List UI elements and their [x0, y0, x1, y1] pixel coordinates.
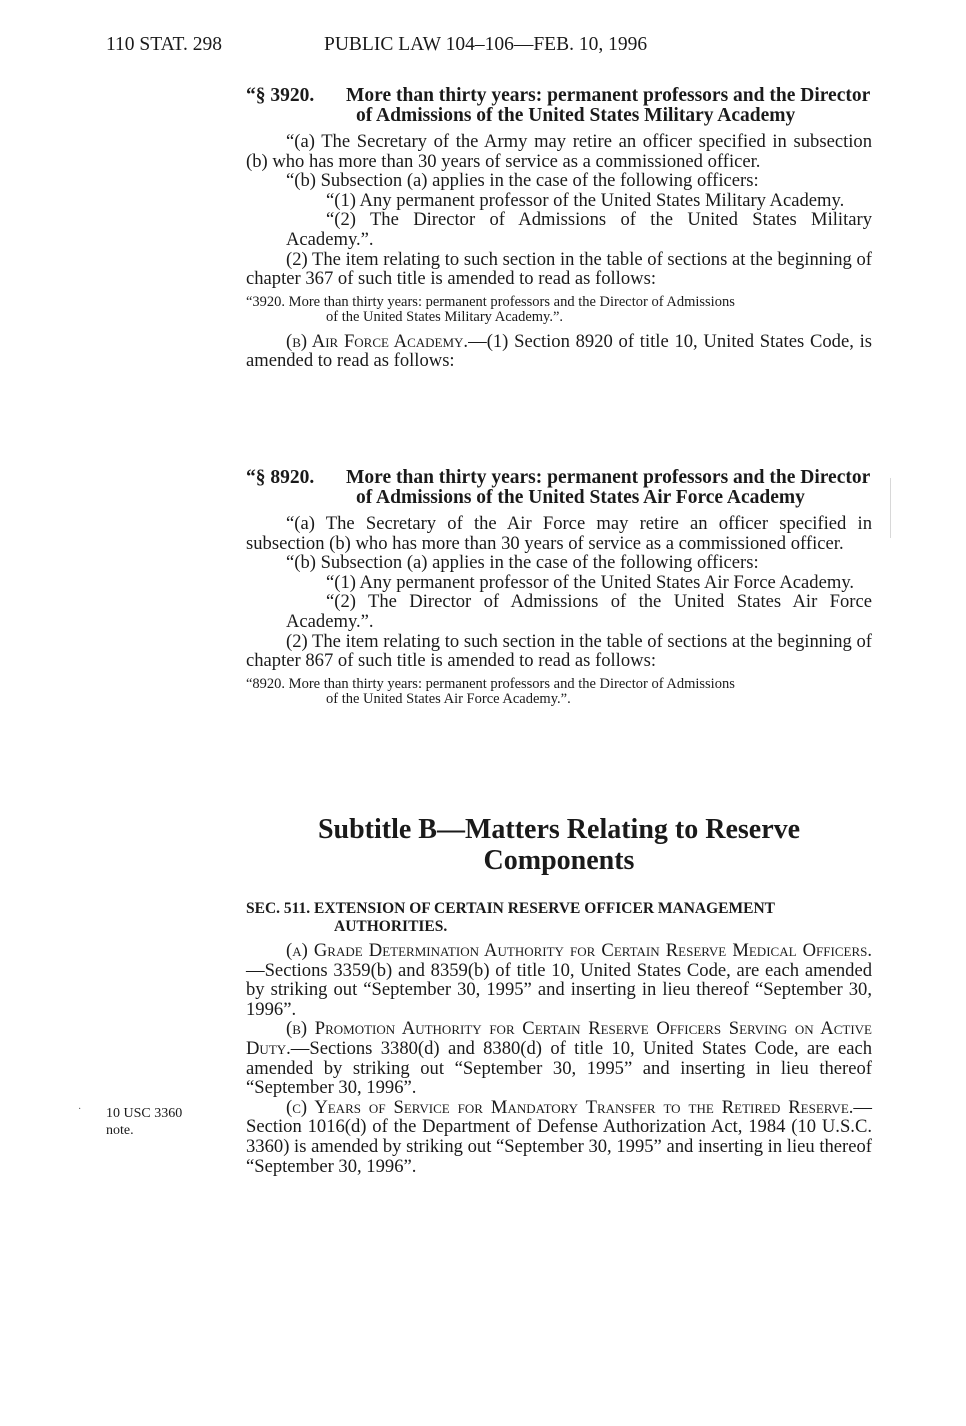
- text-b: —Sections 3380(d) and 8380(d) of title 10, United States Code, are each amended by striking out “September 30, 1995” and inserting in lieu thereof “September 30, 1996”.: [246, 1037, 872, 1099]
- section-title: More than thirty years: permanent professors and the Director of Admissions of the United States Military Academy: [346, 85, 870, 126]
- running-head: PUBLIC LAW 104–106—FEB. 10, 1996: [324, 34, 648, 55]
- paragraph-b2: “(2) The Director of Admissions of the United States Air Force Academy.”.: [286, 591, 872, 632]
- table-item-line: of the United States Military Academy.”.: [326, 309, 564, 326]
- air-force-caption: (b) Air Force Academy.: [286, 330, 469, 352]
- scan-speck: ·: [78, 1104, 82, 1115]
- text-a: —Sections 3359(b) and 8359(b) of title 10, United States Code, are each amended by striking out “September 30, 1995” and inserting in lieu thereof “September 30, 1996”.: [246, 959, 872, 1020]
- section-8920-heading: [246, 468, 872, 508]
- page-number: 110 STAT. 298: [106, 34, 222, 55]
- paragraph-a: “(a) The Secretary of the Air Force may retire an officer specified in subsection (b) who has more than 30 years of service as a commissioned officer.: [246, 513, 872, 554]
- paragraph-c: [246, 1098, 872, 1176]
- scan-artifact-line: [890, 478, 891, 538]
- page-header: [106, 34, 872, 62]
- air-force-text: —(1) Section 8920 of title 10, United States Code, is amended to read as follows:: [246, 330, 872, 372]
- paragraph-air-force: [246, 332, 872, 371]
- section-mark: “§ 3920.: [246, 85, 315, 106]
- section-title: More than thirty years: permanent professors and the Director of Admissions of the United States Air Force Academy: [346, 467, 870, 508]
- paragraph-a: [246, 941, 872, 1019]
- paragraph-item-2: (2) The item relating to such section in the table of sections at the beginning of chapter 867 of such title is amended to read as follows:: [246, 630, 872, 672]
- subtitle-line: Components: [483, 845, 635, 876]
- margin-note-line: note.: [106, 1122, 134, 1138]
- section-511: [246, 900, 872, 1176]
- text-c: —Section 1016(d) of the Department of Defense Authorization Act, 1984 (10 U.S.C. 3360) is amended by striking out “September 30, 1995” and inserting in lieu thereof “September 30, 1996”.: [246, 1096, 872, 1177]
- paragraph-b1: “(1) Any permanent professor of the United States Air Force Academy.: [326, 571, 855, 593]
- paragraph-b: [246, 1019, 872, 1097]
- subtitle-line: Subtitle B—Matters Relating to Reserve: [317, 814, 801, 845]
- margin-note: [106, 1106, 182, 1139]
- paragraph-b: “(b) Subsection (a) applies in the case of the following officers:: [286, 170, 759, 192]
- section-8920: [246, 468, 872, 714]
- section-3920: [246, 86, 872, 371]
- section-511-heading: SEC. 511. EXTENSION OF CERTAIN RESERVE OFFICER MANAGEMENT AUTHORITIES.: [246, 900, 775, 935]
- section-mark: “§ 8920.: [246, 467, 315, 488]
- caption-b: (b) Promotion Authority for Certain Reserve Officers Serving on Active Duty.: [246, 1018, 872, 1059]
- paragraph-b: “(b) Subsection (a) applies in the case of the following officers:: [286, 552, 759, 574]
- subtitle-heading: [246, 814, 872, 876]
- paragraph-item-2: (2) The item relating to such section in the table of sections at the beginning of chapter 367 of such title is amended to read as follows:: [246, 248, 872, 290]
- table-item-line: “8920. More than thirty years: permanent professors and the Director of Admissions: [246, 675, 735, 692]
- paragraph-a: “(a) The Secretary of the Army may retire an officer specified in subsection (b) who has more than 30 years of service as a commissioned officer.: [246, 131, 872, 172]
- margin-note-line: 10 USC 3360: [106, 1106, 183, 1121]
- table-of-sections-item: [246, 295, 872, 326]
- table-item-line: “3920. More than thirty years: permanent professors and the Director of Admissions: [246, 293, 735, 310]
- caption-a: (a) Grade Determination Authority for Certain Reserve Medical Officers.: [286, 940, 872, 961]
- section-3920-heading: [246, 86, 872, 126]
- table-of-sections-item: [246, 677, 872, 708]
- table-item-line: of the United States Air Force Academy.”.: [326, 691, 571, 708]
- paragraph-b2: “(2) The Director of Admissions of the United States Military Academy.”.: [286, 209, 872, 250]
- paragraph-b1: “(1) Any permanent professor of the United States Military Academy.: [326, 189, 845, 211]
- caption-c: (c) Years of Service for Mandatory Transfer to the Retired Reserve.: [286, 1096, 854, 1118]
